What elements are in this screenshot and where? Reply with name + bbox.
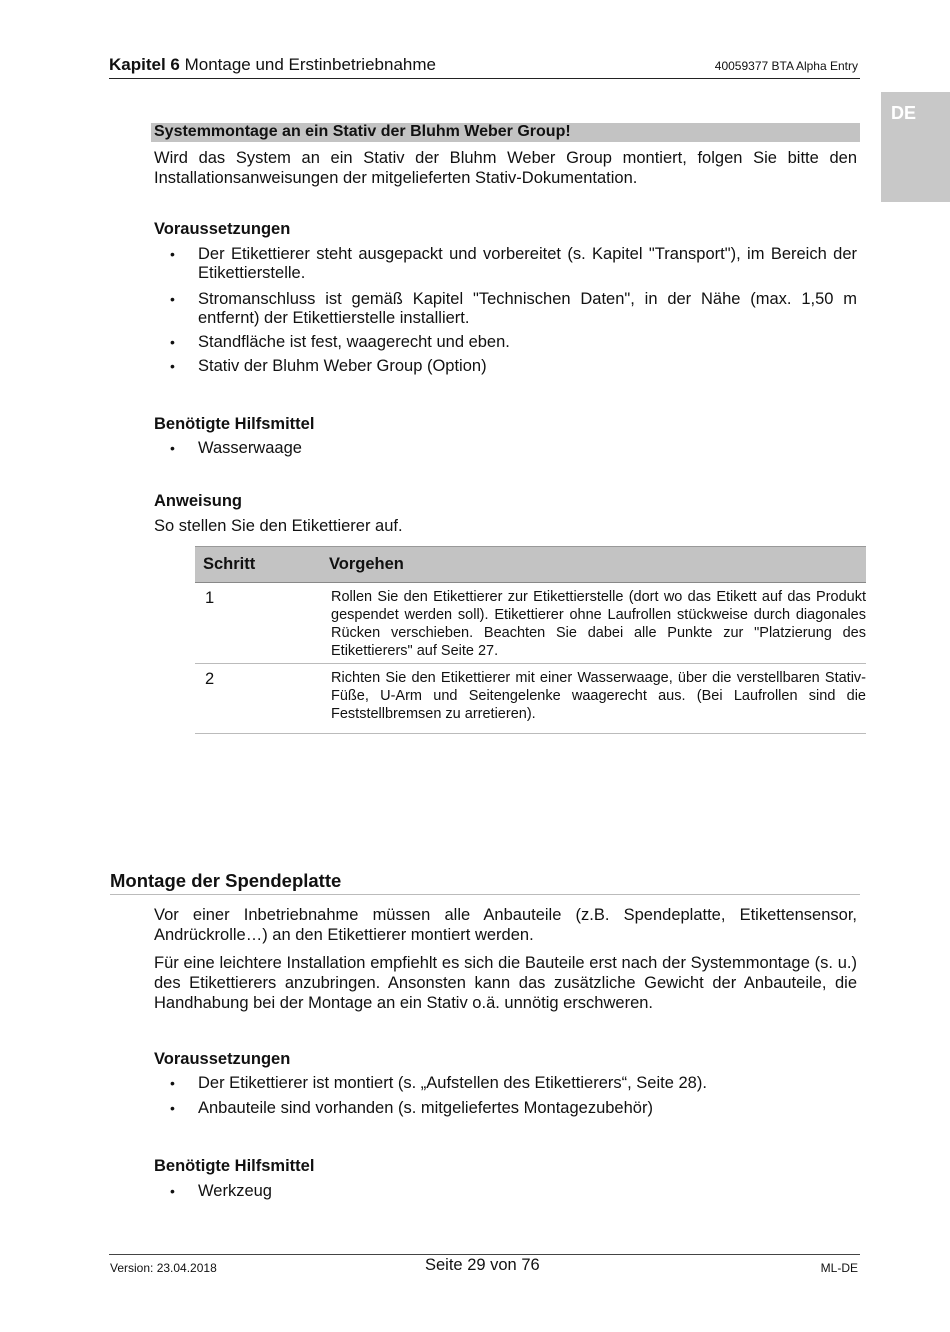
section-title-text: Montage der Spendeplatte [110, 870, 342, 891]
step-number: 1 [205, 589, 215, 607]
step-action: Richten Sie den Etikettierer mit einer Wasserwaage, über die verstellbaren Stativ-Füße, U-Arm und Seitengelenke waagerecht aus. (Bei Laufrollen sind die Feststellbremsen zu arretieren). [331, 670, 866, 722]
prereq-heading-2: Voraussetzungen [154, 1050, 291, 1068]
document-id: 40059377 BTA Alpha Entry [714, 59, 858, 73]
prereq-list-1 [154, 245, 857, 376]
tools-heading-2: Benötigte Hilfsmittel [154, 1157, 315, 1175]
list-item: • Wasserwaage [154, 439, 857, 458]
step-number: 2 [205, 670, 215, 688]
prereq-heading-1: Voraussetzungen [154, 220, 291, 238]
list-item: • Werkzeug [154, 1182, 857, 1201]
list-item: • Der Etikettierer ist montiert (s. „Aufstellen des Etikettierers“, Seite 28). [154, 1074, 857, 1093]
tools-heading-1: Benötigte Hilfsmittel [154, 415, 315, 433]
version-label: Version: 23.04.2018 [110, 1261, 217, 1275]
chapter-label: Kapitel 6 [109, 55, 180, 74]
page-number: Seite 29 von 76 [425, 1256, 540, 1274]
language-tab-label: DE [891, 103, 917, 123]
list-item: • Stromanschluss ist gemäß Kapitel "Technischen Daten", in der Nähe (max. 1,50 m entfernt) der Etikettierstelle installiert. [154, 290, 857, 328]
notice-title: Systemmontage an ein Stativ der Bluhm Weber Group! [154, 123, 571, 140]
page-header [109, 52, 860, 79]
chapter-heading [109, 55, 436, 75]
step-action: Rollen Sie den Etikettierer zur Etikettierstelle (dort wo das Etikett auf das Produkt gespendet werden soll). Etikettierer ohne Laufrollen stückweise durch diagonales Rücken verschieben. Beachten Sie dabei alle Punkte zur "Platzierung des Etikettierers" auf Seite 27. [331, 589, 866, 659]
language-code: ML-DE [820, 1261, 858, 1275]
table-header [195, 546, 866, 583]
instruction-text: So stellen Sie den Etikettierer auf. [154, 517, 403, 535]
table-row [195, 583, 866, 664]
instruction-heading: Anweisung [154, 492, 243, 510]
table-row [195, 664, 866, 734]
chapter-title: Montage und Erstinbetriebnahme [184, 55, 436, 74]
page-footer [109, 1254, 860, 1283]
section-paragraph: Vor einer Inbetriebnahme müssen alle Anbauteile (z.B. Spendeplatte, Etikettensensor, Andrückrolle…) an den Etikettierer montiert werden. [154, 906, 857, 944]
section-paragraph: Für eine leichtere Installation empfiehlt es sich die Bauteile erst nach der Systemmontage (s. u.) des Etikettierers anzubringen. Ansonsten kann das zusätzliche Gewicht der Anbauteile, die Handhabung bei der Montage an ein Stativ o.ä. unnötig erschweren. [154, 954, 857, 1012]
list-item: • Stativ der Bluhm Weber Group (Option) [154, 357, 857, 376]
list-item: • Standfläche ist fest, waagerecht und eben. [154, 333, 857, 352]
prereq-list-2 [154, 1074, 857, 1118]
notice-text: Wird das System an ein Stativ der Bluhm Weber Group montiert, folgen Sie bitte den Installationsanweisungen der mitgelieferten Stativ-Dokumentation. [154, 149, 857, 187]
procedure-table [195, 546, 866, 734]
section-title [110, 870, 860, 895]
list-item: • Anbauteile sind vorhanden (s. mitgeliefertes Montagezubehör) [154, 1099, 857, 1118]
language-tab [881, 92, 950, 202]
column-header-step: Schritt [203, 555, 256, 573]
notice-title-bar [151, 123, 860, 142]
column-header-action: Vorgehen [329, 555, 404, 573]
tools-list-2 [154, 1182, 857, 1201]
tools-list-1 [154, 439, 857, 458]
list-item: • Der Etikettierer steht ausgepackt und vorbereitet (s. Kapitel "Transport"), im Bereich der Etikettierstelle. [154, 245, 857, 283]
